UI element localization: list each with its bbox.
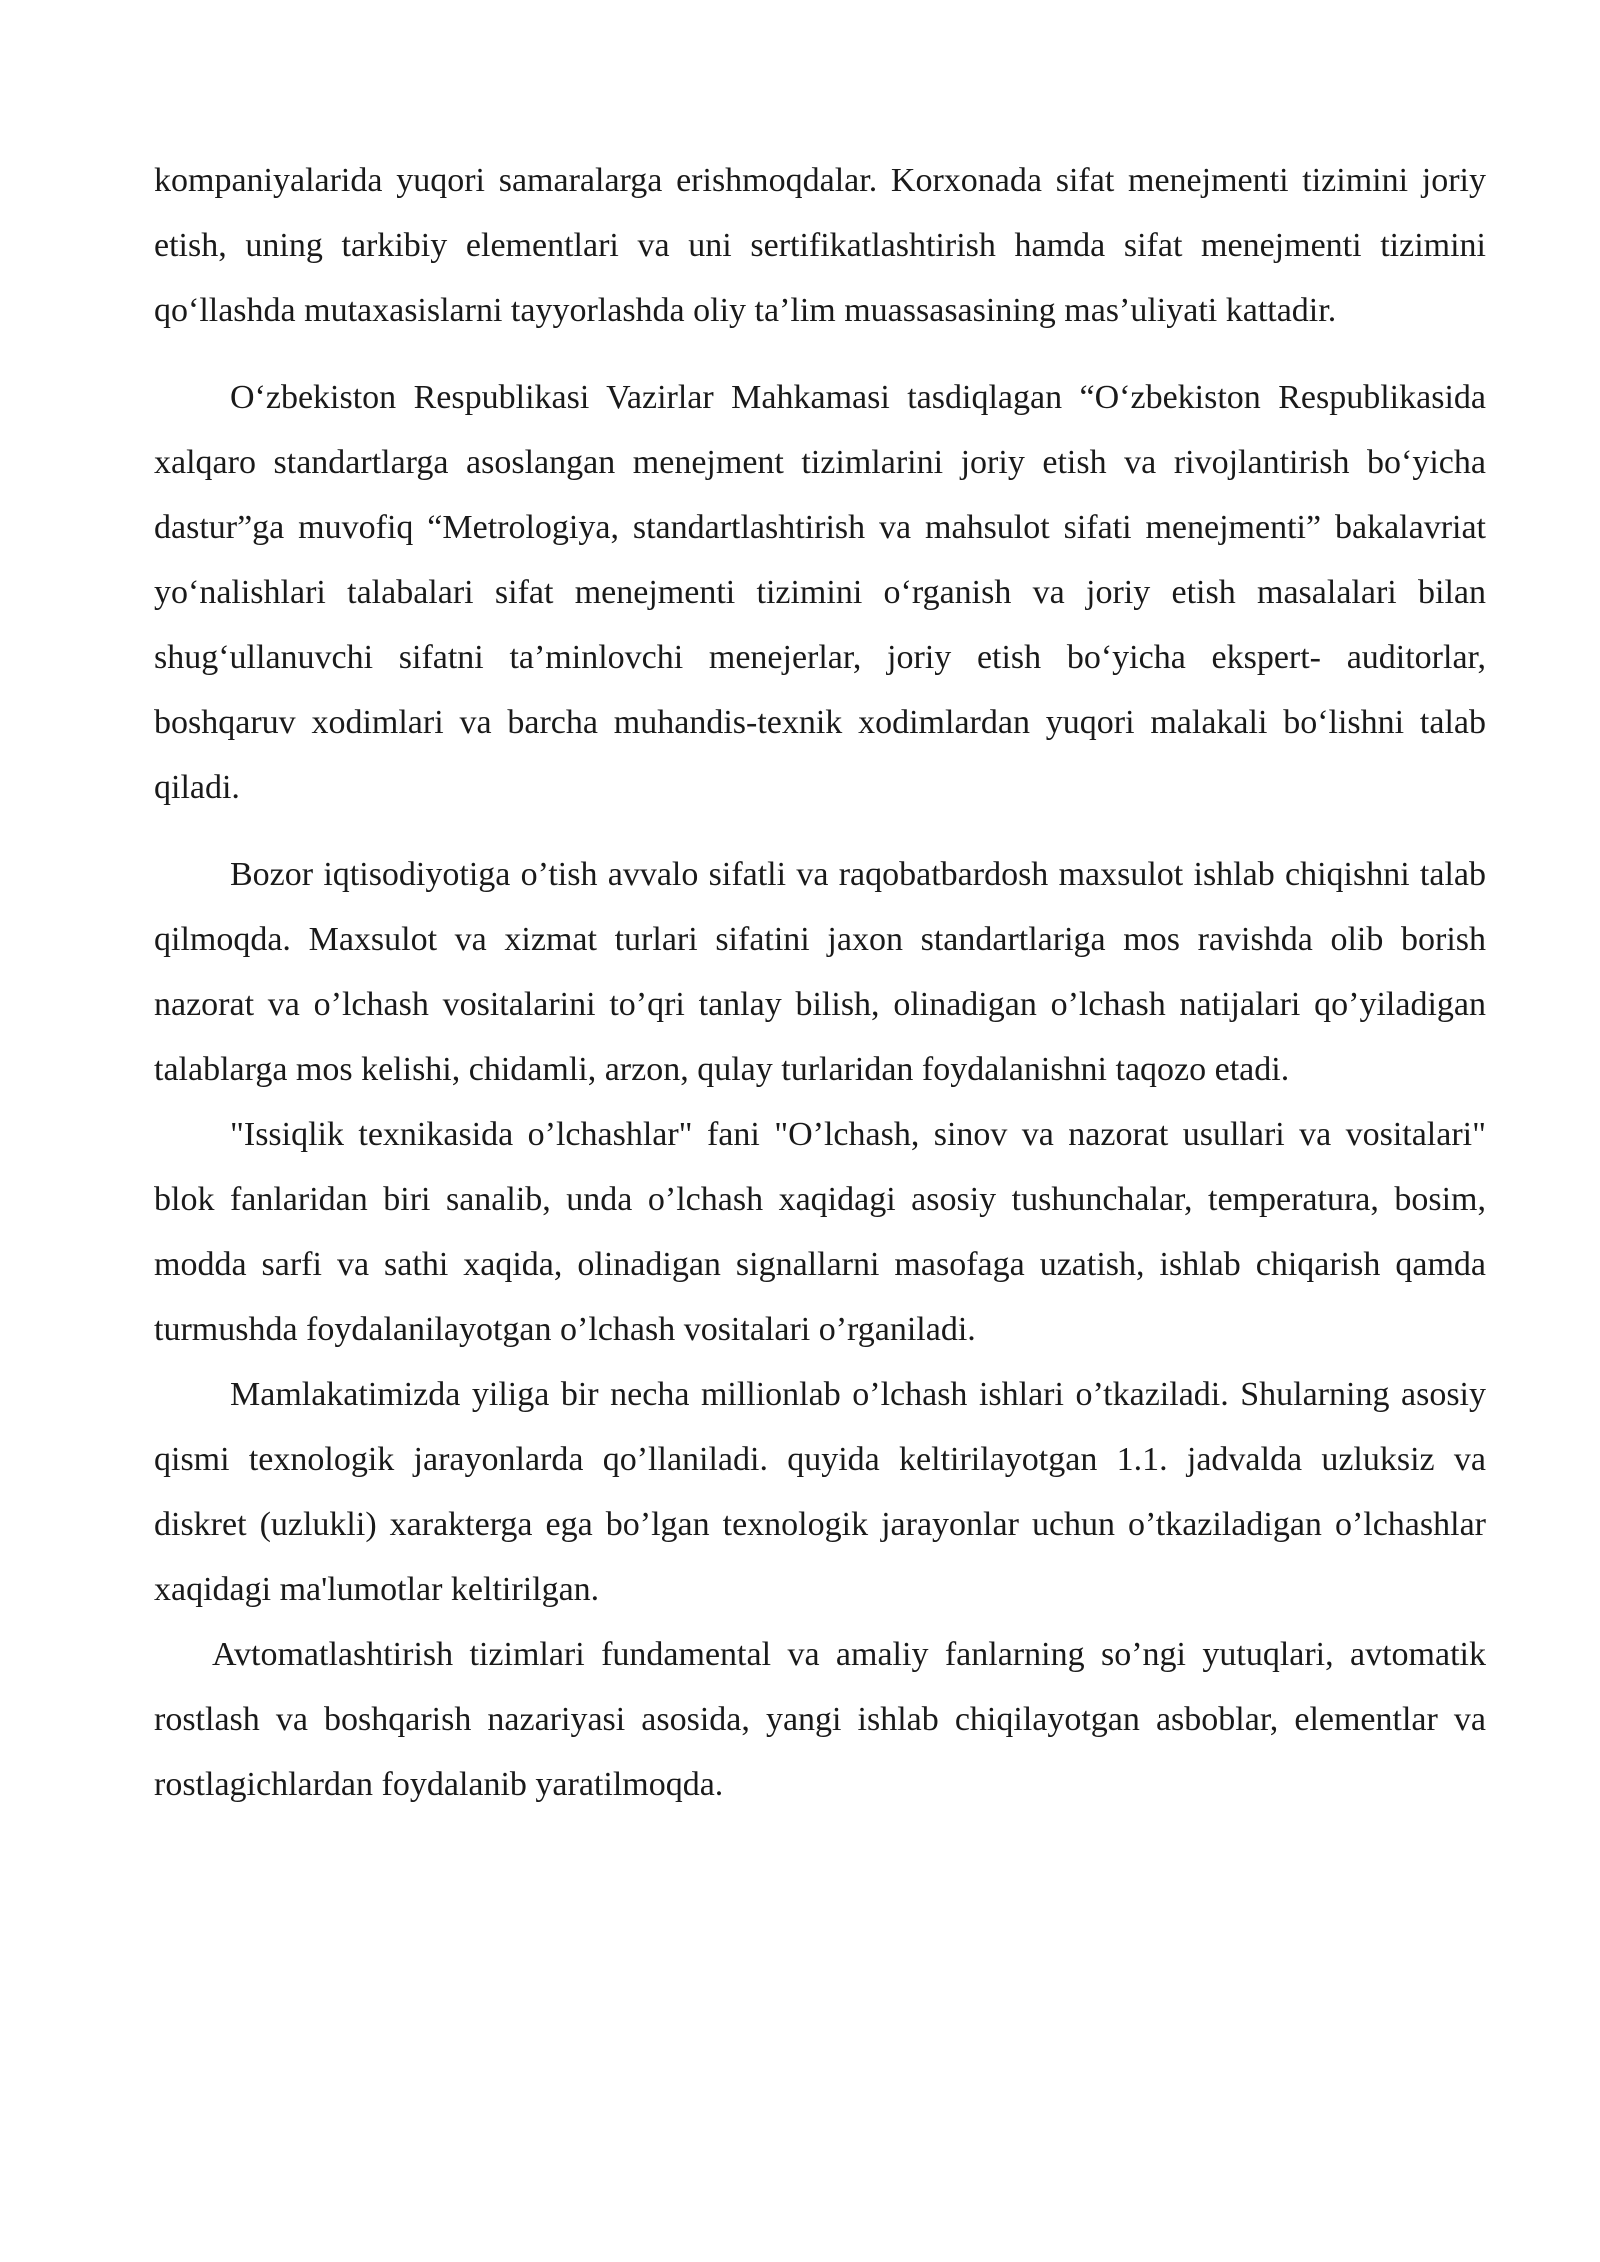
paragraph-4: "Issiqlik texnikasida o’lchashlar" fani "O’lchash, sinov va nazorat usullari va vositalari" blok fanlaridan biri sanalib, unda o’lchash xaqidagi asosiy tushunchalar, temperatura, bosim, modda sarfi va sathi xaqida, olinadigan signallarni masofaga uzatish, ishlab chiqarish qamda turmushda foydalanilayotgan o’lchash vositalari o’rganiladi. xyxy=(154,1116,1486,1348)
paragraph-1: kompaniyalarida yuqori samaralarga erishmoqdalar. Korxonada sifat menejmenti tizimini joriy etish, uning tarkibiy elementlari va uni sertifikatlashtirish hamda sifat menejmenti tizimini qo‘llashda mutaxasislarni tayyorlashda oliy ta’lim muassasasining mas’uliyati kattadir. xyxy=(154,162,1486,329)
paragraph-6: Avtomatlashtirish tizimlari fundamental va amaliy fanlarning so’ngi yutuqlari, avtomatik rostlash va boshqarish nazariyasi asosida, yangi ishlab chiqilayotgan asboblar, elementlar va rostlagichlardan foydalanib yaratilmoqda. xyxy=(154,1636,1486,1803)
document-body xyxy=(154,148,1486,1817)
paragraph-5: Mamlakatimizda yiliga bir necha millionlab o’lchash ishlari o’tkaziladi. Shularning asosiy qismi texnologik jarayonlarda qo’llaniladi. quyida keltirilayotgan 1.1. jadvalda uzluksiz va diskret (uzlukli) xarakterga ega bo’lgan texnologik jarayonlar uchun o’tkaziladigan o’lchashlar xaqidagi ma'lumotlar keltirilgan. xyxy=(154,1376,1486,1608)
paragraph-2: O‘zbekiston Respublikasi Vazirlar Mahkamasi tasdiqlagan “O‘zbekiston Respublikasida xalqaro standartlarga asoslangan menejment tizimlarini joriy etish va rivojlantirish bo‘yicha dastur”ga muvofiq “Metrologiya, standartlashtirish va mahsulot sifati menejmenti” bakalavriat yo‘nalishlari talabalari sifat menejmenti tizimini o‘rganish va joriy etish masalalari bilan shug‘ullanuvchi sifatni ta’minlovchi menejerlar, joriy etish bo‘yicha ekspert- auditorlar, boshqaruv xodimlari va barcha muhandis-texnik xodimlardan yuqori malakali bo‘lishni talab qiladi. xyxy=(154,379,1486,806)
paragraph-3: Bozor iqtisodiyotiga o’tish avvalo sifatli va raqobatbardosh maxsulot ishlab chiqishni talab qilmoqda. Maxsulot va xizmat turlari sifatini jaxon standartlariga mos ravishda olib borish nazorat va o’lchash vositalarini to’qri tanlay bilish, olinadigan o’lchash natijalari qo’yiladigan talablarga mos kelishi, chidamli, arzon, qulay turlaridan foydalanishni taqozo etadi. xyxy=(154,856,1486,1088)
